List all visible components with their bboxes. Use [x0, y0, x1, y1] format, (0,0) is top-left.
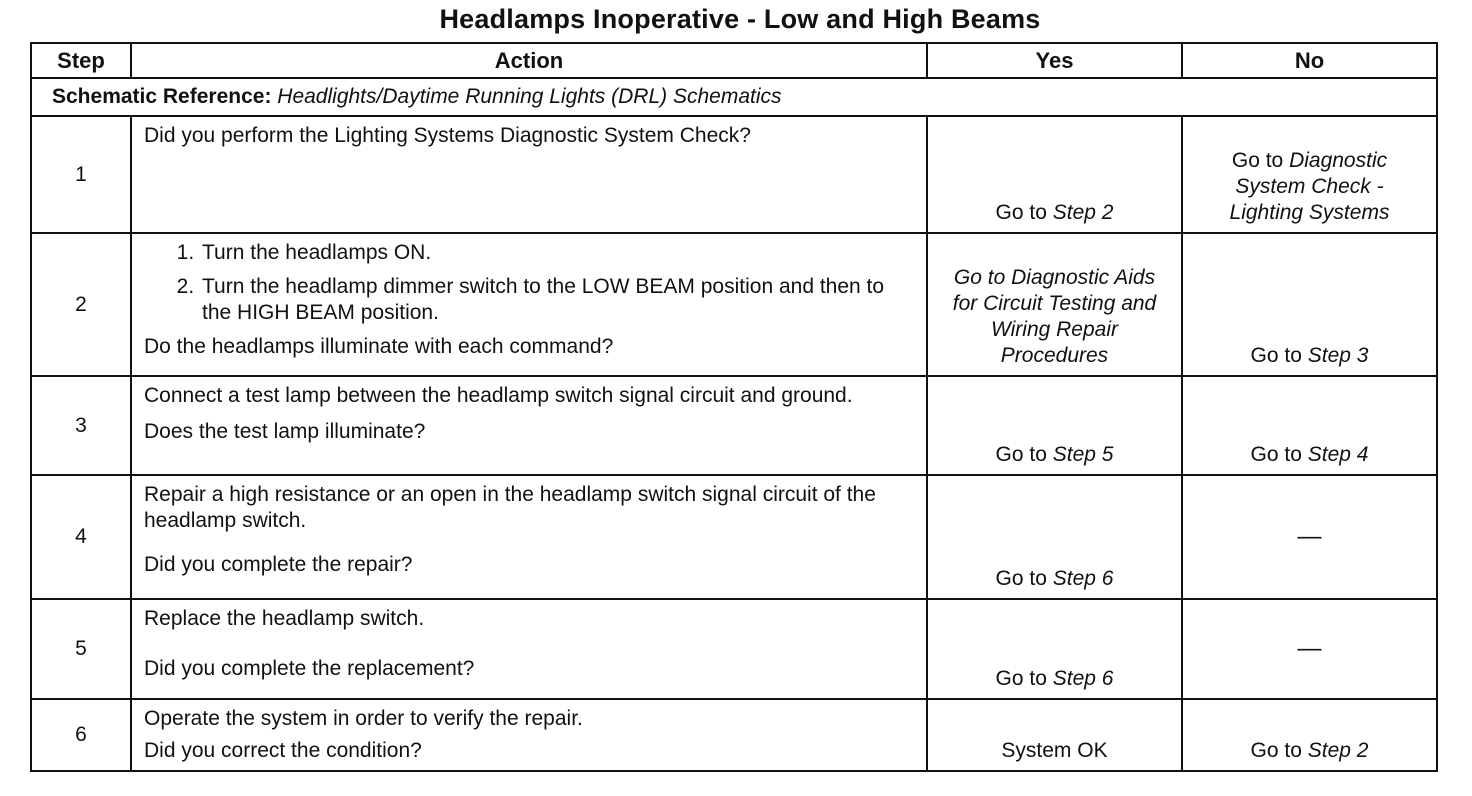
step-action [131, 376, 927, 475]
no-result-none: — [1182, 475, 1437, 599]
page-title: Headlamps Inoperative - Low and High Beams [439, 4, 1041, 34]
table-row [31, 699, 1437, 771]
yes-step-link[interactable]: Step 6 [1052, 667, 1114, 690]
schematic-reference [31, 78, 1437, 116]
table-row [31, 475, 1437, 599]
step-action [131, 233, 927, 376]
action-text: Repair a high resistance or an open in the headlamp switch signal circuit of the headlamp switch. [144, 483, 876, 532]
action-question: Did you complete the replacement? [144, 657, 475, 680]
action-text: Connect a test lamp between the headlamp switch signal circuit and ground. [144, 384, 853, 407]
yes-result [927, 376, 1182, 475]
step-number: 5 [31, 599, 131, 699]
yes-result [927, 475, 1182, 599]
yes-result: System OK [927, 699, 1182, 771]
step-number: 2 [31, 233, 131, 376]
yes-result [927, 116, 1182, 233]
list-item: 2. Turn the headlamp dimmer switch to the LOW BEAM position and then to the HIGH BEAM position. [200, 274, 916, 326]
no-result-none: — [1182, 599, 1437, 699]
action-question: Does the test lamp illuminate? [144, 420, 426, 443]
action-question: Did you complete the repair? [144, 553, 413, 576]
action-steps-list [144, 240, 916, 326]
step-action [131, 116, 927, 233]
no-result [1182, 116, 1437, 233]
table-row [31, 376, 1437, 475]
yes-step-link[interactable]: Step 6 [1052, 567, 1114, 590]
no-step-link[interactable]: Step 3 [1307, 344, 1369, 367]
table-header-row [31, 43, 1437, 78]
no-prefix: Go to [1250, 344, 1308, 367]
yes-prefix: Go to [995, 201, 1053, 224]
header-step: Step [31, 43, 131, 78]
step-number: 4 [31, 475, 131, 599]
schematic-reference-row [31, 78, 1437, 116]
no-prefix: Go to [1250, 443, 1308, 466]
no-prefix: Go to [1231, 149, 1290, 172]
no-result [1182, 233, 1437, 376]
step-number: 1 [31, 116, 131, 233]
table-row [31, 599, 1437, 699]
yes-step-link[interactable]: Step 5 [1052, 443, 1114, 466]
step-action [131, 599, 927, 699]
diagnostic-table [30, 42, 1438, 772]
header-action: Action [131, 43, 927, 78]
yes-prefix: Go to [995, 567, 1053, 590]
yes-prefix: Go to [995, 443, 1053, 466]
action-text: Did you perform the Lighting Systems Diagnostic System Check? [144, 124, 751, 147]
schematic-reference-label: Schematic Reference: [52, 85, 272, 108]
step-number: 3 [31, 376, 131, 475]
action-text: Operate the system in order to verify the repair. [144, 707, 583, 730]
table-row [31, 116, 1437, 233]
yes-step-link[interactable]: Step 2 [1052, 201, 1114, 224]
action-question: Did you correct the condition? [144, 739, 422, 762]
list-item: 1. Turn the headlamps ON. [200, 240, 916, 266]
action-text: Replace the headlamp switch. [144, 607, 425, 630]
yes-prefix: Go to [995, 667, 1053, 690]
action-question: Do the headlamps illuminate with each command? [144, 335, 614, 358]
yes-result [927, 599, 1182, 699]
table-row [31, 233, 1437, 376]
step-action [131, 475, 927, 599]
header-yes: Yes [927, 43, 1182, 78]
no-procedure-link[interactable]: Diagnostic System Check - Lighting Systems [1229, 149, 1390, 224]
step-action [131, 699, 927, 771]
header-no: No [1182, 43, 1437, 78]
step-number: 6 [31, 699, 131, 771]
schematic-reference-link[interactable]: Headlights/Daytime Running Lights (DRL) Schematics [277, 85, 782, 108]
no-step-link[interactable]: Step 4 [1307, 443, 1369, 466]
yes-procedure-link[interactable]: Go to Diagnostic Aids for Circuit Testing and Wiring Repair Procedures [952, 266, 1157, 367]
no-prefix: Go to [1250, 739, 1308, 762]
no-step-link[interactable]: Step 2 [1307, 739, 1369, 762]
no-result [1182, 376, 1437, 475]
yes-result [927, 233, 1182, 376]
no-result [1182, 699, 1437, 771]
